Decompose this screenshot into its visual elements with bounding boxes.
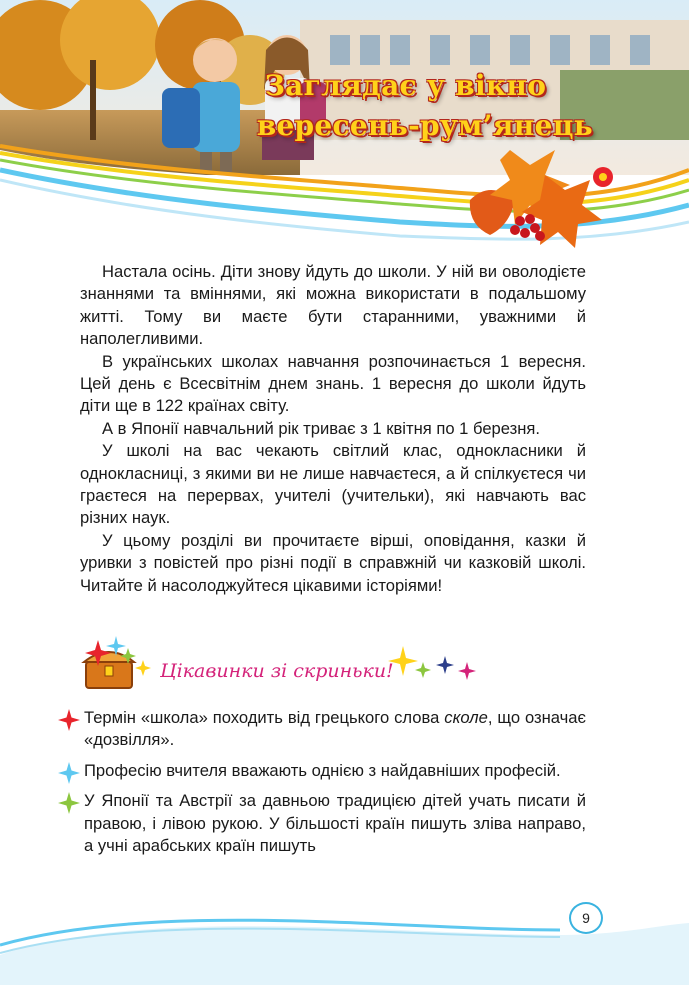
- intro-paragraph: У цьому розділі ви прочитаєте вірші, оповідання, казки й уривки з повістей про різні події в справжній чи казковій школі. Читайте й насолоджуйтеся цікавими історіями!: [80, 530, 586, 595]
- intro-text: [80, 261, 586, 597]
- intro-paragraph: А в Японії навчальний рік триває з 1 квітня по 1 березня.: [102, 418, 541, 438]
- curiosities-list: [58, 707, 586, 865]
- star-bullet-icon: [58, 709, 80, 731]
- list-item: [58, 760, 586, 782]
- fact-emphasis: сколе: [444, 708, 488, 727]
- chapter-title-line2: вересень-рум’янець: [256, 109, 593, 142]
- intro-paragraph: Настала осінь. Діти знову йдуть до школи. У ній ви оволодієте знаннями та вміннями, які можна використати в подальшому житті. Тому ви маєте бути старанними, уважними й наполегливими.: [80, 262, 586, 349]
- header-banner: [0, 0, 689, 250]
- fact-text: Професію вчителя вважають однією з найдавніших професій.: [84, 760, 561, 780]
- intro-paragraph: У школі на вас чекають світлий клас, однокласники й однокласниці, з якими ви не лише навчаєтеся, а й спілкуєтеся чи граєтеся на перервах, учителі (учительки), які навчають вас різних наук.: [80, 441, 586, 528]
- fact-text: , що означає «дозвілля».: [84, 708, 587, 750]
- chapter-title: [256, 66, 593, 146]
- fact-text: У Японії та Австрії за давньою традицією дітей учать писати й правою, і лівою рукою. У більшості країн пишуть зліва направо, а учні арабських країн пишуть: [84, 791, 586, 856]
- chapter-title-line1: Заглядає у вікно: [264, 69, 547, 102]
- curiosities-label: Цікавинки зі скриньки!: [160, 660, 394, 682]
- list-item: [58, 707, 586, 752]
- intro-paragraph: В українських школах навчання розпочинається 1 вересня. Цей день є Всесвітнім днем знань. 1 вересня до школи йдуть діти ще в 122 країнах світу.: [80, 351, 586, 416]
- star-bullet-icon: [58, 762, 80, 784]
- page-number: 9: [569, 902, 603, 934]
- list-item: [58, 790, 586, 857]
- star-bullet-icon: [58, 792, 80, 814]
- fact-text: Термін «школа» походить від грецького слова: [84, 708, 445, 727]
